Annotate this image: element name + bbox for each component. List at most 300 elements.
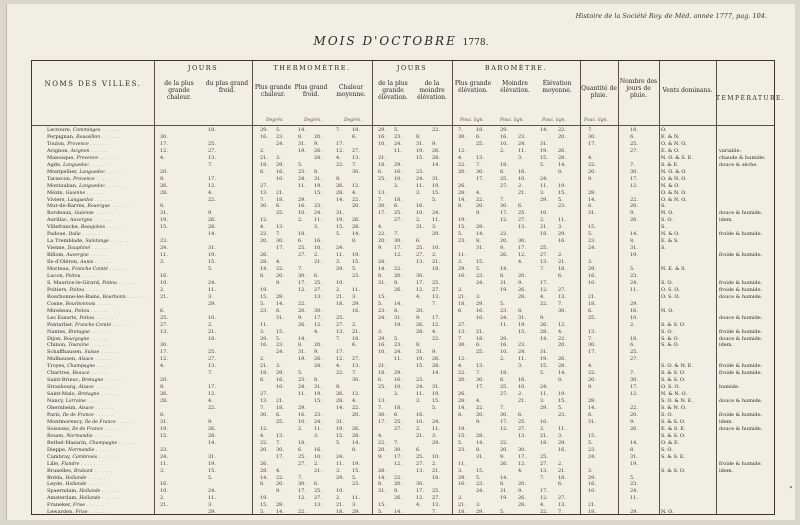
cell-value: 29. — [558, 231, 566, 238]
cell-value: 6. — [416, 446, 421, 453]
separator: , — [62, 398, 66, 405]
cell-value: 4. — [378, 224, 383, 231]
cell-value: 22. — [298, 509, 306, 516]
city-name — [47, 391, 118, 398]
cell-value: 9. — [432, 349, 437, 356]
temperature-cell: douce & humide. — [719, 425, 763, 432]
separator: , — [68, 266, 72, 272]
cell-value: 21. — [336, 293, 344, 300]
cell-value: 4. — [352, 398, 357, 405]
cell-value: 18. — [540, 439, 548, 446]
cell-value: 31. — [432, 175, 440, 182]
separator: , — [59, 161, 64, 168]
cell-value: 30. — [458, 133, 466, 140]
header-baro-c: Élévation moyenne. — [542, 80, 572, 94]
cell-value: 31. — [336, 418, 344, 425]
cell-value: 4. — [276, 467, 281, 474]
cell-value: 19. — [500, 286, 508, 293]
cell-value: 7. — [352, 161, 357, 168]
cell-value: 12. — [630, 391, 638, 398]
cell-value: 2. — [432, 460, 437, 467]
header-vents: Vents dominans. — [662, 87, 713, 94]
cell-value: 19. — [208, 460, 216, 467]
cell-value: 30. — [260, 411, 268, 418]
cell-value: 28. — [458, 189, 466, 196]
cell-value: 15. — [314, 398, 322, 405]
cell-value: 10. — [630, 314, 638, 321]
cell-value: 8. — [314, 168, 319, 175]
cell-value: 19. — [432, 182, 440, 189]
cell-value: 18. — [276, 196, 284, 203]
separator: , — [64, 140, 68, 147]
cell-value: 22. — [476, 196, 484, 203]
cell-value: 30. — [394, 238, 402, 245]
cell-value: 2. — [416, 425, 421, 432]
city: Dieppe — [47, 446, 65, 453]
city-name — [47, 287, 103, 294]
table-row — [32, 203, 774, 210]
cell-value: 10. — [518, 384, 526, 391]
temperature-cell: froide & humide. — [719, 363, 763, 370]
cell-value: 13. — [276, 432, 284, 439]
cell-value: 11. — [630, 286, 638, 293]
cell-value: 17. — [588, 140, 596, 147]
city: Bourbonne-les-Bains — [47, 293, 100, 300]
header-thermo-a: Plus grande chaleur. — [254, 84, 292, 98]
cell-value: 27. — [630, 356, 638, 363]
cell-value: 29. — [378, 127, 386, 133]
separator: , — [76, 488, 80, 495]
temperature-cell: douce & humide. — [719, 335, 763, 342]
cell-value: 4. — [476, 189, 481, 196]
cell-value: 12. — [394, 252, 402, 259]
cell-value: 10. — [394, 384, 402, 391]
cell-value: 5. — [458, 439, 463, 446]
cell-value: 30. — [394, 446, 402, 453]
cell-value: 14. — [630, 231, 638, 238]
cell-value: 23. — [352, 481, 360, 488]
cell-value: 3. — [336, 467, 341, 474]
province: Alsace — [78, 357, 94, 363]
cell-value: 9. — [276, 488, 281, 495]
cell-value: 29. — [352, 300, 360, 307]
header-jours-pluie: Nombre des jours de pluie. — [619, 78, 658, 99]
cell-value: 18. — [588, 300, 596, 307]
cell-value: 18. — [500, 370, 508, 377]
cell-value: 7. — [630, 161, 635, 168]
cell-value: 19. — [394, 321, 402, 328]
city: Morteau — [47, 266, 69, 272]
cell-value: 18. — [630, 335, 638, 342]
cell-value: 7. — [260, 196, 265, 203]
cell-value: 30. — [160, 133, 168, 140]
wind-cell: S. O. & N. E. — [661, 363, 693, 370]
table-row — [32, 342, 774, 349]
cell-value: 24. — [336, 453, 344, 460]
cell-value: 4. — [160, 363, 165, 370]
cell-value: 4. — [314, 328, 319, 335]
separator: , — [78, 377, 82, 384]
city: Amsterdam — [47, 495, 77, 502]
cell-value: 28. — [432, 363, 440, 370]
table-row — [32, 405, 774, 412]
cell-value: 5. — [276, 335, 281, 342]
province: Bourbonnois — [65, 301, 96, 307]
cell-value: 2. — [336, 495, 341, 502]
cell-value: 3. — [540, 398, 545, 405]
cell-value: 12. — [458, 356, 466, 363]
cell-value: 13. — [352, 363, 360, 370]
header-thermo-b: Plus grand froid. — [294, 84, 328, 98]
cell-value: 17. — [416, 488, 424, 495]
cell-value: 26. — [394, 286, 402, 293]
city: Montpellier — [47, 168, 77, 175]
cell-value: 8. — [500, 481, 505, 488]
cell-value: 23. — [352, 272, 360, 279]
leader-dots: . . . . . . — [95, 363, 115, 370]
cell-value: 4. — [540, 293, 545, 300]
wind-cell: O. & N. O. — [661, 175, 687, 182]
cell-value: 20. — [588, 377, 596, 384]
cell-value: 8. — [378, 481, 383, 488]
cell-value: 24. — [500, 314, 508, 321]
separator: , — [62, 481, 66, 488]
city-name — [47, 481, 106, 488]
cell-value: 5. — [394, 335, 399, 342]
cell-value: 26. — [500, 460, 508, 467]
leader-dots: . . . . . . — [109, 238, 129, 245]
cell-value: 9. — [476, 418, 481, 425]
province: Alsace — [78, 406, 94, 411]
cell-value: 24. — [160, 453, 168, 460]
cell-value: 22. — [208, 196, 216, 203]
wind-cell: E. & N. — [661, 133, 680, 140]
cell-value: 18. — [276, 405, 284, 411]
wind-cell: S. & S. O. — [661, 370, 686, 377]
cell-value: 26. — [394, 495, 402, 502]
separator: , — [77, 224, 81, 231]
cell-value: 2. — [458, 495, 463, 502]
province: Comminges — [72, 128, 101, 133]
cell-value: 13. — [336, 328, 344, 335]
province: Guienne — [74, 211, 94, 217]
cell-value: 26. — [352, 425, 360, 432]
cell-value: 11. — [160, 252, 168, 259]
city: Les Essarts — [47, 314, 77, 321]
leader-dots: . . . . . . — [88, 140, 108, 147]
cell-value: 22. — [588, 370, 596, 377]
separator: , — [76, 314, 80, 321]
cell-value: 8. — [588, 411, 593, 418]
cell-value: 11. — [540, 391, 548, 398]
cell-value: 7. — [500, 405, 505, 411]
cell-value: 29. — [352, 509, 360, 516]
cell-value: 7. — [458, 127, 463, 133]
wind-cell: O. S. O. — [661, 293, 680, 300]
province: Avignon — [70, 148, 90, 154]
cell-value: 6. — [276, 411, 281, 418]
cell-value: 5. — [352, 266, 357, 272]
cell-value: 29. — [476, 300, 484, 307]
leader-dots: . . . . . . — [103, 425, 123, 432]
cell-value: 6. — [518, 411, 523, 418]
wind-cell: O. S. O. — [661, 384, 680, 391]
cell-value: 22. — [540, 509, 548, 516]
city-name — [47, 155, 117, 162]
cell-value: 12. — [500, 425, 508, 432]
cell-value: 23. — [518, 133, 526, 140]
cell-value: 30. — [558, 307, 566, 314]
cell-value: 30. — [588, 133, 596, 140]
cell-value: 8. — [352, 446, 357, 453]
city: Nancy — [47, 398, 63, 405]
cell-value: 22. — [276, 266, 284, 272]
cell-value: 16. — [518, 168, 526, 175]
cell-value: 27. — [160, 321, 168, 328]
cell-value: 4. — [208, 189, 213, 196]
cell-value: 19. — [352, 460, 360, 467]
cell-value: 18. — [260, 370, 268, 377]
province: Auvergne — [66, 253, 89, 259]
cell-value: 25. — [314, 488, 322, 495]
cell-value: 30. — [518, 446, 526, 453]
cell-value: 13. — [432, 293, 440, 300]
cell-value: 8. — [416, 133, 421, 140]
cell-value: 31. — [336, 210, 344, 217]
wind-cell: N. O. & S. E. — [661, 154, 693, 161]
cell-value: 15. — [336, 224, 344, 231]
separator: , — [58, 460, 62, 467]
wind-cell: O. & N. O. — [661, 196, 687, 203]
cell-value: 29. — [394, 370, 402, 377]
cell-value: 5. — [458, 231, 463, 238]
table-row — [32, 259, 774, 266]
city: Franeker — [47, 502, 70, 509]
city: Saint-Brieuc — [47, 377, 79, 384]
cell-value: 10. — [208, 314, 216, 321]
cell-value: 31. — [630, 245, 638, 252]
cell-value: 17. — [630, 175, 638, 182]
city: Montauban — [47, 182, 76, 189]
province: Frise — [75, 510, 88, 516]
cell-value: 20. — [588, 168, 596, 175]
cell-value: 3. — [336, 259, 341, 266]
wind-cell: S. — [661, 224, 666, 231]
cell-value: 10. — [432, 245, 440, 252]
city: Viviers — [47, 196, 65, 203]
province: Dauphiné — [67, 246, 91, 252]
cell-value: 11. — [208, 495, 216, 502]
cell-value: 9. — [394, 488, 399, 495]
cell-value: 4. — [458, 363, 463, 370]
cell-value: 11. — [298, 391, 306, 398]
cell-value: 14. — [276, 300, 284, 307]
city-name — [47, 280, 136, 287]
cell-value: 18. — [394, 405, 402, 411]
cell-value: 16. — [260, 133, 268, 140]
cell-value: 29. — [276, 370, 284, 377]
separator: , — [69, 127, 73, 133]
cell-value: 6. — [378, 377, 383, 384]
temperature-cell: idem. — [719, 342, 734, 349]
cell-value: 9. — [160, 175, 165, 182]
cell-value: 6. — [394, 411, 399, 418]
cell-value: 15. — [558, 398, 566, 405]
temperature-cell: froide & humide. — [719, 370, 763, 377]
cell-value: 13. — [476, 154, 484, 161]
cell-value: 17. — [394, 453, 402, 460]
cell-value: 25. — [500, 384, 508, 391]
cell-value: 8. — [630, 238, 635, 245]
cell-value: 7. — [378, 405, 383, 411]
cell-value: 15. — [378, 293, 386, 300]
cell-value: 16. — [314, 238, 322, 245]
city-name — [47, 245, 109, 252]
cell-value: 16. — [500, 342, 508, 349]
cell-value: 18. — [630, 127, 638, 133]
cell-value: 14. — [208, 439, 216, 446]
table-row — [32, 315, 774, 322]
cell-value: 24. — [314, 418, 322, 425]
cell-value: 19. — [458, 425, 466, 432]
table-row — [32, 141, 774, 148]
cell-value: 30. — [314, 307, 322, 314]
cell-value: 28. — [588, 398, 596, 405]
cell-value: 16. — [260, 342, 268, 349]
cell-value: 8. — [630, 446, 635, 453]
cell-value: 11. — [518, 147, 526, 154]
province: Bourbonn. — [102, 294, 128, 300]
cell-value: 29. — [432, 231, 440, 238]
table-row — [32, 398, 774, 405]
cell-value: 29. — [260, 335, 268, 342]
cell-value: 25. — [394, 210, 402, 217]
cell-value: 14. — [630, 439, 638, 446]
cell-value: 26. — [208, 217, 216, 224]
leader-dots: . . . . . . — [99, 349, 119, 356]
cell-value: 24. — [298, 384, 306, 391]
leader-dots: . . . . . . — [100, 133, 120, 140]
city: Cosne — [47, 300, 63, 307]
cell-value: 25. — [630, 140, 638, 147]
cell-value: 24. — [432, 210, 440, 217]
cell-value: 21. — [558, 259, 566, 266]
header-thermometre: THERMOMÈTRE. — [273, 64, 351, 72]
cell-value: 4. — [432, 328, 437, 335]
cell-value: 18. — [378, 370, 386, 377]
cell-value: 2. — [558, 460, 563, 467]
cell-value: 14. — [378, 266, 386, 272]
table-row — [32, 468, 774, 475]
cell-value: 21. — [458, 502, 466, 509]
cell-value: 28. — [432, 154, 440, 161]
cell-value: 6. — [416, 238, 421, 245]
cell-value: 21. — [260, 363, 268, 370]
wind-cell: S. & S. E. — [661, 453, 686, 460]
cell-value: 27. — [260, 391, 268, 398]
cell-value: 18. — [378, 161, 386, 168]
cell-value: 13. — [208, 363, 216, 370]
cell-value: 11. — [394, 147, 402, 154]
city-name — [47, 447, 113, 454]
table-row — [32, 238, 774, 245]
cell-value: 25. — [432, 488, 440, 495]
province: Champagne — [67, 364, 96, 370]
cell-value: 27. — [260, 182, 268, 189]
cell-value: 16. — [298, 411, 306, 418]
cell-value: 20. — [394, 272, 402, 279]
cell-value: 21. — [588, 502, 596, 509]
cell-value: 6. — [588, 307, 593, 314]
cell-value: 22. — [298, 300, 306, 307]
cell-value: 10. — [298, 210, 306, 217]
province: Languedoc — [79, 169, 105, 175]
cell-value: 8. — [314, 377, 319, 384]
city: Lewarden — [47, 509, 73, 516]
cell-value: 22. — [352, 405, 360, 411]
table-row — [32, 440, 774, 447]
cell-value: 15. — [588, 432, 596, 439]
cell-value: 3. — [276, 363, 281, 370]
cell-value: 29. — [208, 300, 216, 307]
leader-dots: . . . . . . — [88, 342, 108, 349]
city-name — [47, 377, 122, 384]
cell-value: 29. — [500, 335, 508, 342]
leader-dots: . . . . . . — [93, 405, 113, 411]
cell-value: 5. — [432, 196, 437, 203]
cell-value: 21. — [476, 328, 484, 335]
cell-value: 10. — [394, 175, 402, 182]
cell-value: 27. — [314, 286, 322, 293]
city: Vienne — [47, 245, 65, 252]
cell-value: 13. — [588, 328, 596, 335]
leader-dots: . . . . . . — [89, 335, 109, 342]
cell-value: 22. — [260, 231, 268, 238]
cell-value: 25. — [208, 140, 216, 147]
city-name — [47, 141, 108, 148]
cell-value: 14. — [540, 127, 548, 133]
leader-dots: . . . . . . — [93, 356, 113, 363]
cell-value: 26. — [260, 460, 268, 467]
cell-value: 9. — [378, 453, 383, 460]
separator: , — [76, 168, 80, 175]
cell-value: 19. — [298, 147, 306, 154]
city: Ile d'Oléron — [47, 259, 77, 266]
cell-value: 27. — [518, 217, 526, 224]
city-name — [47, 169, 124, 176]
cell-value: 21. — [558, 467, 566, 474]
cell-value: 18. — [432, 266, 440, 272]
header-names: NOMS DES VILLES. — [44, 80, 142, 88]
cell-value: 18. — [476, 127, 484, 133]
cell-value: 5. — [476, 266, 481, 272]
city: Leyde — [47, 481, 63, 488]
header-jours-a: de la plus grande chaleur. — [164, 80, 194, 101]
separator: , — [81, 418, 85, 425]
table-row — [32, 190, 774, 197]
province: Lorraine — [65, 399, 86, 405]
wind-cell: S. O. — [661, 217, 673, 224]
table-row — [32, 322, 774, 329]
cell-value: 31. — [540, 349, 548, 356]
city-name — [47, 509, 107, 516]
leader-dots: . . . . . . — [92, 432, 112, 439]
cell-value: 29. — [298, 405, 306, 411]
separator: , — [64, 196, 68, 203]
table-row — [32, 363, 774, 370]
cell-value: 27. — [314, 495, 322, 502]
cell-value: 12. — [432, 321, 440, 328]
